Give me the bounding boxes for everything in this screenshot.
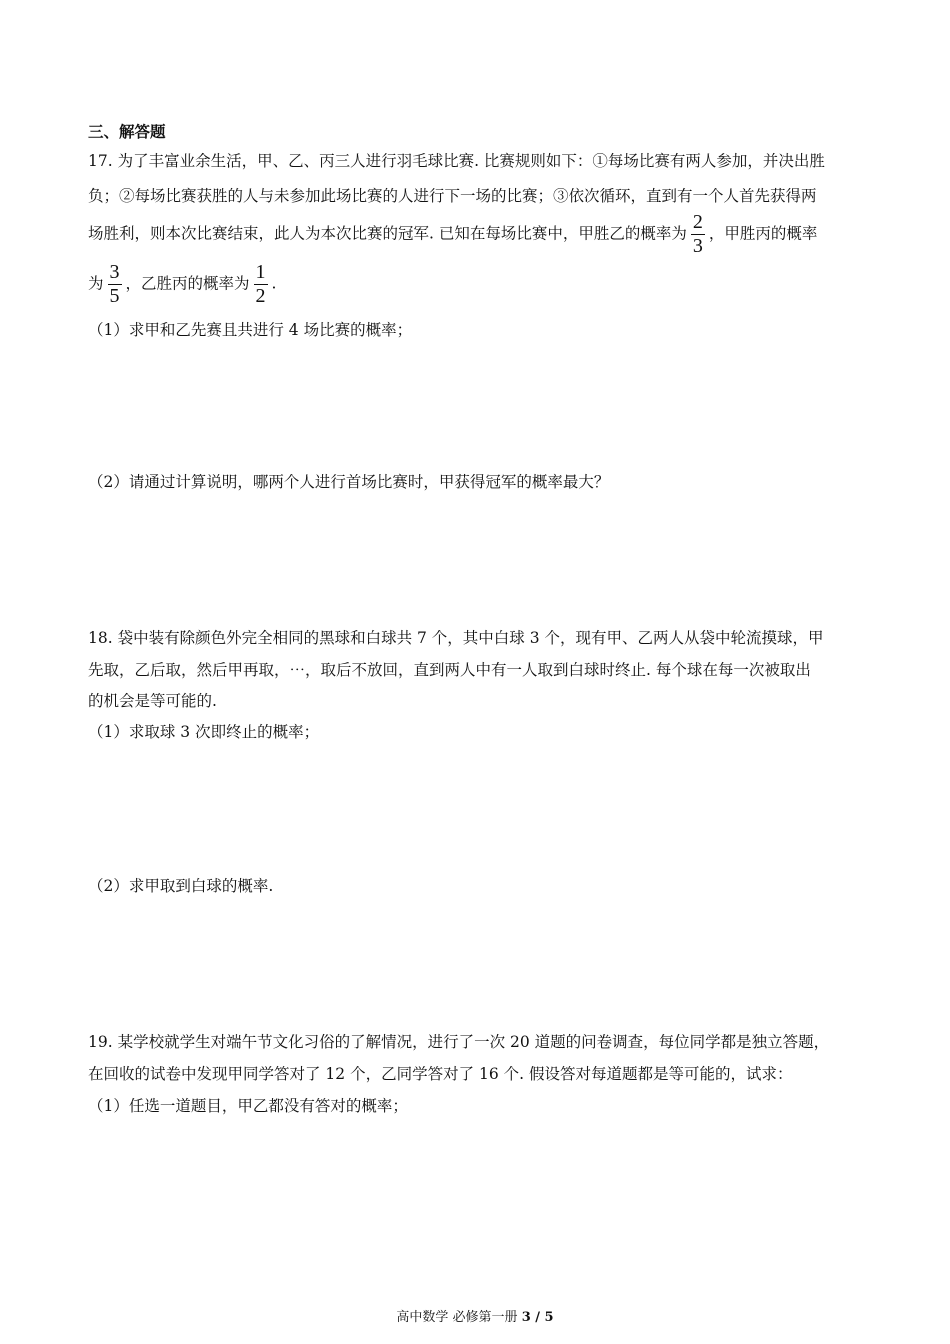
q18-part-2: （2）求甲取到白球的概率.: [88, 877, 274, 895]
q17-line-3: [88, 212, 817, 257]
fraction-denominator: 5: [109, 285, 120, 307]
fraction-denominator: 2: [255, 285, 266, 307]
footer-text: 高中数学 必修第一册: [396, 1310, 522, 1325]
fraction-three-fifths: [108, 262, 122, 307]
q17-line-2: 负；②每场比赛获胜的人与未参加此场比赛的人进行下一场的比赛；③依次循环，直到有一个人首先获得两: [88, 187, 817, 205]
q18-line-1: 18. 袋中装有除颜色外完全相同的黑球和白球共 7 个，其中白球 3 个，现有甲、乙两人从袋中轮流摸球，甲: [88, 629, 824, 647]
fraction-denominator: 3: [692, 235, 703, 257]
fraction-numerator: 2: [692, 211, 703, 233]
q17-line-3-text: 场胜利，则本次比赛结束，此人为本次比赛的冠军. 已知在每场比赛中，甲胜乙的概率为: [88, 224, 687, 243]
page-number: 3 / 5: [521, 1310, 554, 1325]
fraction-numerator: 1: [255, 261, 266, 283]
fraction-two-thirds: [691, 212, 705, 257]
q18-part-1: （1）求取球 3 次即终止的概率；: [88, 723, 320, 741]
q18-line-3: 的机会是等可能的.: [88, 692, 217, 710]
q17-part-2: （2）请通过计算说明，哪两个人进行首场比赛时，甲获得冠军的概率最大？: [88, 473, 610, 491]
q19-line-1: 19. 某学校就学生对端午节文化习俗的了解情况，进行了一次 20 道题的问卷调查，每位同学都是独立答题，: [88, 1033, 830, 1051]
q17-line-4-text: 为: [88, 274, 104, 293]
q17-part-1: （1）求甲和乙先赛且共进行 4 场比赛的概率；: [88, 321, 413, 339]
q17-line-4-text-b: ，乙胜丙的概率为: [125, 274, 250, 293]
q17-line-4: [88, 262, 276, 307]
q18-line-2: 先取，乙后取，然后甲再取，⋯，取后不放回，直到两人中有一人取到白球时终止. 每个球在每一次被取出: [88, 661, 811, 679]
q17-line-1: 17. 为了丰富业余生活，甲、乙、丙三人进行羽毛球比赛. 比赛规则如下：①每场比赛有两人参加，并决出胜: [88, 152, 825, 170]
q17-line-3-text-b: ，甲胜丙的概率: [708, 224, 818, 243]
section-heading: 三、解答题: [88, 123, 166, 141]
fraction-one-half: [254, 262, 268, 307]
q19-part-1: （1）任选一道题目，甲乙都没有答对的概率；: [88, 1097, 408, 1115]
page-footer: [0, 1306, 950, 1325]
q17-line-4-text-c: .: [271, 274, 277, 293]
fraction-numerator: 3: [109, 261, 120, 283]
q19-line-2: 在回收的试卷中发现甲同学答对了 12 个，乙同学答对了 16 个. 假设答对每道题都是等可能的，试求：: [88, 1065, 793, 1083]
